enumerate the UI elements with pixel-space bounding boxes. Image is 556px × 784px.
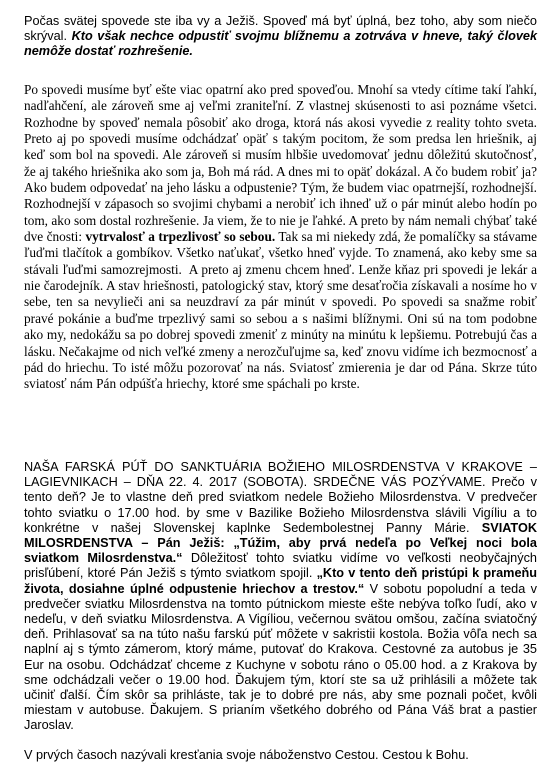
pilgrimage-text-3: V sobotu popoludní a teda v predvečer sviatku Milosrdenstva na tomto pútnickom mieste ešte nebýva toľko ľudí, ako v nedeľu, v deň sviatku Milosrdenstva. A Vigíliou, večernou svätou omšou, začína sviatočný deň. Prihlasovať sa na túto našu farskú púť môžete v sakristii kostola. Božia vôľa nech sa naplní aj s týmto zámerom, ktorý máme, putovať do Krakova. Cestovné za autobus je 35 Eur na osobu. Odchádzať chceme z Kuchyne v sobotu ráno o 05.00 hod. a z Krakova by sme odchádzali večer o 19.00 hod. Ďakujem tým, ktorí ste sa už prihlásili a môžete tak učiniť ďalší. Čím skôr sa prihláste, tak je to dobré pre nás, aby sme poznali počet, kvôli miestam v autobuse. Ďakujem. S prianím všetkého dobrého od Pána Váš brat a pastier Jaroslav. [24,581,538,733]
reflection-paragraph [24,82,537,393]
closing-text: V prvých časoch nazývali kresťania svoje náboženstvo Cestou. Cestou k Bohu. [24,748,469,762]
pilgrimage-text-1: Prečo v tento deň? Je to vlastne deň pred sviatkom nedele Božieho Milosrdenstva. V predvečer tohto sviatku o 17.00 hod. by sme v Bazilike Božieho Milosrdenstva slávili Vigíliu a to konkrétne v našej Slovenskej kaplnke Sedembolestnej Panny Márie. [24,475,537,535]
pilgrimage-quote-1: „Túžim, aby prvá nedeľa po Veľkej noci bola sviatkom Milosrdenstva.“ [24,536,537,566]
closing-paragraph [24,748,537,763]
reflection-text-2: Tak sa mi niekedy zdá, že pomalíčky sa stávame ľuďmi tlačítok a gombíkov. Všetko naťukať, všetko hneď vyjde. To znamená, ako keby sme sa stávali ľuďmi samozrejmosti. [24,229,537,277]
reflection-text-3: A preto aj zmenu chcem hneď. Lenže kňaz pri spovedi je lekár a nie čarodejník. A stav hriešnosti, patologický stav, ktorý sme desaťročia získavali a nosíme ho v sebe, ten sa nevylieči ani sa neuzdraví za pár minút v spovedi. Po spovedi sa snažme robiť pravé pokánie a buďme trpezlivý sami so sebou a s našimi blížnymi. Oni sú na tom podobne ako my, nedokážu sa po dobrej spovedi zmeniť z minúty na minútu k lepšiemu. Potrebujú čas a lásku. Nečakajme od nich veľké zmeny a nerozčuľujme sa, keď znovu vidíme ich bezmocnosť a pád do hriechu. To isté môžu pozorovať na nás. Sviatosť zmierenia je dar od Pána. Skrze túto sviatosť nám Pán odpúšťa hriechy, ktoré sme spáchali po krste. [24,261,537,392]
intro-emphasis: Kto však nechce odpustiť svojmu blížnemu a zotrváva v hneve, taký človek nemôže dostať rozhrešenie. [24,29,538,59]
pilgrimage-quote-label: SVIATOK MILOSRDENSTVA – Pán Ježiš: [24,520,537,551]
pilgrimage-paragraph [24,460,537,734]
pilgrimage-text-2: Dôležitosť tohto sviatku vidíme vo veľkosti neobyčajných prisľúbení, ktoré Pán Ježiš s týmto sviatkom spojil. [24,551,537,581]
pilgrimage-quote-2: „Kto v tento deň pristúpi k prameňu života, dosiahne úplné odpustenie hriechov a trestov.“ [24,566,538,596]
reflection-virtues: vytrvalosť a trpezlivosť so sebou. [85,229,276,245]
reflection-text-1: Po spovedi musíme byť ešte viac opatrní ako pred spoveďou. Mnohí sa vtedy cítime takí ľahkí, nadľahčení, ale zároveň sme aj veľmi zraniteľní. Z vlastnej skúsenosti to asi poznáme všetci. Rozhodne by spoveď nemala pôsobiť ako droga, ktorá nás akosi vyvedie z reality tohto sveta. Preto aj po spovedi musíme odchádzať opäť s takým pocitom, že som predsa len hriešnik, aj keď som bol na spovedi. Ale zároveň si musím hlbšie uvedomovať jednu dôležitú skutočnosť, že aj takého hriešnika ako som ja, Boh má rád. A dnes mi to opäť dokázal. A čo budem robiť ja? Ako budem odpovedať na jeho lásku a odpustenie? Tým, že budem viac opatrnejší, rozhodnejší. Rozhodnejší v zápasoch so svojimi chybami a nerobiť ich ihneď už o pár minút alebo hodín po tom, ako som dostal rozhrešenie. Ja viem, že to nie je ľahké. A preto by nám nemali chýbať také dve čnosti: [24,82,537,245]
intro-text: Počas svätej spovede ste iba vy a Ježiš. Spoveď má byť úplná, bez toho, aby som niečo skrýval. [24,14,537,44]
pilgrimage-heading: NAŠA FARSKÁ PÚŤ DO SANKTUÁRIA BOŽIEHO MILOSRDENSTVA V KRAKOVE – LAGIEVNIKACH – DŇA 22. 4. 2017 (SOBOTA). SRDEČNE VÁS POZÝVAME. [24,460,537,490]
intro-paragraph [24,14,537,60]
